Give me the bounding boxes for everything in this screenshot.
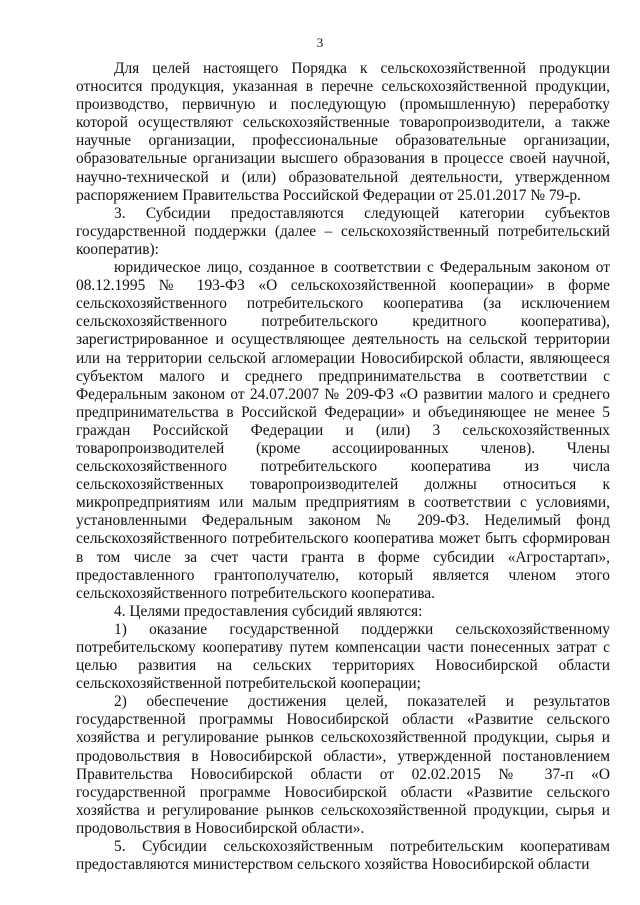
paragraph-clause-5: 5. Субсидии сельскохозяйственным потребительским кооперативам предоставляются министерством сельского хозяйства Новосибирской области [76,838,610,874]
paragraph-goal-1: 1) оказание государственной поддержки сельскохозяйственному потребительскому кооперативу путем компенсации части понесенных затрат с целью развития на сельских территориях Новосибирской области сельскохозяйственной потребительской кооперации; [76,620,610,693]
paragraph-clause-4-goals: 4. Целями предоставления субсидий являются: [114,602,423,620]
paragraph-legal-entity-definition: юридическое лицо, созданное в соответствии с Федеральным законом от 08.12.1995 № 193-ФЗ «О сельскохозяйственной кооперации» в форме сельскохозяйственного потребительского кооператива (за исключением сельскохозяйственного потребительского кредитного кооператива), зарегистрированное и осуществляющее деятельность на сельской территории или на территории сельской агломерации Новосибирской области, являющееся субъектом малого и среднего предпринимательства в соответствии с Федеральным законом от 24.07.2007 № 209-ФЗ «О развитии малого и среднего предпринимательства в Российской Федерации» и объединяющее не менее 5 граждан Российской Федерации и (или) 3 сельскохозяйственных товаропроизводителей (кроме ассоциированных членов). Члены сельскохозяйственного потребительского кооператива из числа сельскохозяйственных товаропроизводителей должны относиться к микропредприятиям или малым предприятиям в соответствии с условиями, установленными Федеральным законом № 209-ФЗ. Неделимый фонд сельскохозяйственного потребительского кооператива может быть сформирован в том числе за счет части гранта в форме субсидии «Агростартап», предоставленного грантополучателю, который является членом этого сельскохозяйственного потребительского кооператива. [76,259,610,602]
document-body [76,60,610,874]
page-number: 3 [316,35,324,50]
paragraph-goal-2: 2) обеспечение достижения целей, показателей и результатов государственной программы Новосибирской области «Развитие сельского хозяйства и регулирование рынков сельскохозяйственной продукции, сырья и продовольствия в Новосибирской области», утвержденной постановлением Правительства Новосибирской области от 02.02.2015 № 37-п «О государственной программе Новосибирской области «Развитие сельского хозяйства и регулирование рынков сельскохозяйственной продукции, сырья и продовольствия в Новосибирской области». [76,693,610,837]
paragraph-clause-3-subsidy-recipients: 3. Субсидии предоставляются следующей категории субъектов государственной поддержки (далее – сельскохозяйственный потребительский кооператив): [76,204,610,258]
paragraph-agricultural-products-definition: Для целей настоящего Порядка к сельскохозяйственной продукции относится продукция, указанная в перечне сельскохозяйственной продукции, производство, первичную и последующую (промышленную) переработку которой осуществляют сельскохозяйственные товаропроизводители, а также научные организации, профессиональные образовательные организации, образовательные организации высшего образования в процессе своей научной, научно-технической и (или) образовательной деятельности, утвержденном распоряжением Правительства Российской Федерации от 25.01.2017 № 79-р. [76,60,610,204]
